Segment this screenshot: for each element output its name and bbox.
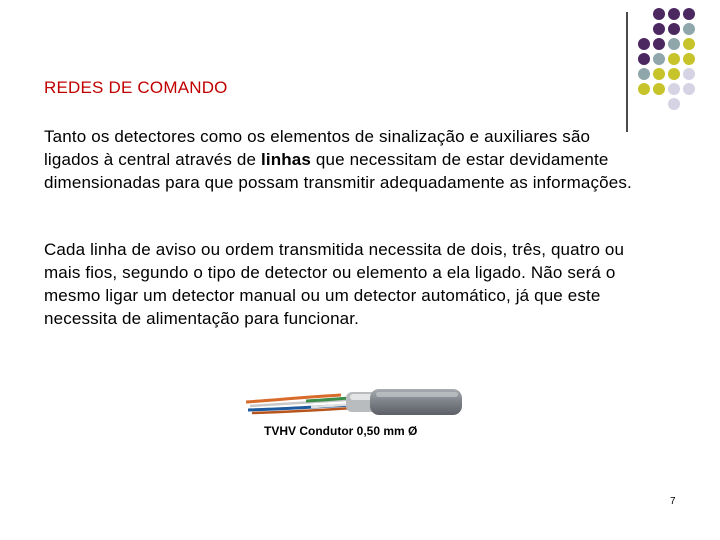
decorative-dot [638, 83, 650, 95]
decorative-dot [668, 68, 680, 80]
decorative-dot [653, 23, 665, 35]
decorative-dot [668, 23, 680, 35]
decorative-dot [683, 83, 695, 95]
decorative-vertical-line [626, 12, 628, 132]
paragraph-1-bold-linhas: linhas [260, 150, 312, 169]
decorative-dot [683, 68, 695, 80]
decorative-dot [653, 38, 665, 50]
decorative-dot [668, 8, 680, 20]
decorative-dot [683, 38, 695, 50]
decorative-dot [683, 53, 695, 65]
decorative-dot [653, 53, 665, 65]
paragraph-2: Cada linha de aviso ou ordem transmitida necessita de dois, três, quatro ou mais fios, segundo o tipo de detector ou elemento a ela ligado. Não será o mesmo ligar um detector manual ou um detector automático, já que este necessita de alimentação para funcionar. [44, 240, 625, 328]
decorative-dot [638, 53, 650, 65]
cable-image [246, 380, 466, 420]
decorative-dot [638, 38, 650, 50]
decorative-dot [668, 38, 680, 50]
decorative-dot [653, 68, 665, 80]
paragraph-1-text-b: que necessitam de estar devidamente dimensionadas para que possam transmitir adequadamente as informações. [44, 150, 632, 192]
page-number: 7 [670, 496, 676, 507]
decorative-dot [638, 68, 650, 80]
paragraph-1-text-a: Tanto os detectores como os elementos de sinalização e auxiliares são ligados à central através de [44, 127, 591, 169]
decorative-dot [683, 8, 695, 20]
decorative-dot [653, 83, 665, 95]
decorative-dot [668, 53, 680, 65]
decorative-dot [668, 98, 680, 110]
image-caption: TVHV Condutor 0,50 mm Ø [264, 424, 418, 438]
decorative-dot [653, 8, 665, 20]
decorative-dot [683, 23, 695, 35]
slide-title: REDES DE COMANDO [44, 78, 228, 97]
paragraph-1 [44, 125, 644, 194]
decorative-dot [668, 83, 680, 95]
